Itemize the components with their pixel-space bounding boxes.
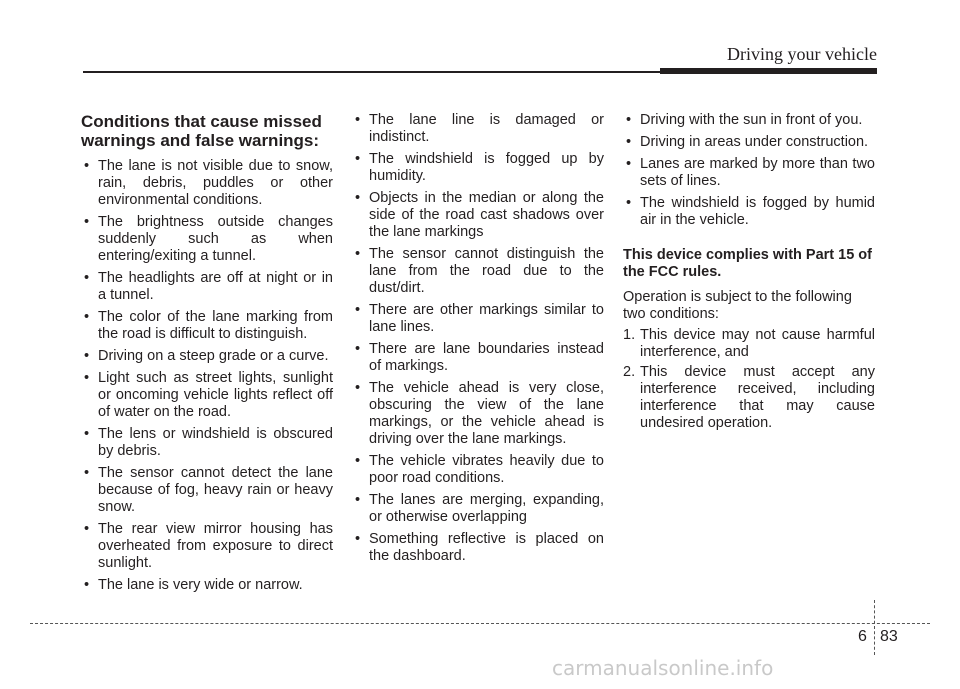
conditions-list-1 bbox=[81, 158, 333, 594]
list-item: • The windshield is fogged up by humidity. bbox=[352, 151, 604, 185]
chapter-number: 6 bbox=[858, 628, 867, 645]
list-item: • Driving in areas under construction. bbox=[623, 134, 875, 151]
section-heading bbox=[81, 112, 333, 150]
list-item: • The vehicle ahead is very close, obscuring the view of the lane markings, or the vehicle ahead is driving over the lane markings. bbox=[352, 380, 604, 448]
list-item: • The headlights are off at night or in a tunnel. bbox=[81, 270, 333, 304]
numbered-item bbox=[623, 364, 875, 432]
list-item: • Lanes are marked by more than two sets of lines. bbox=[623, 156, 875, 190]
watermark-text: carmanualsonline.info bbox=[552, 656, 774, 680]
list-item: • Driving on a steep grade or a curve. bbox=[81, 348, 333, 365]
list-item: • Something reflective is placed on the dashboard. bbox=[352, 531, 604, 565]
list-item: • The rear view mirror housing has overheated from exposure to direct sunlight. bbox=[81, 521, 333, 572]
conditions-list-2 bbox=[352, 112, 604, 565]
list-item: • Objects in the median or along the side of the road cast shadows over the lane markings bbox=[352, 190, 604, 241]
list-item: • There are other markings similar to lane lines. bbox=[352, 302, 604, 336]
fcc-intro: Operation is subject to the following two conditions: bbox=[623, 289, 852, 322]
column-2 bbox=[352, 112, 604, 570]
fcc-heading: This device complies with Part 15 of the FCC rules. bbox=[623, 247, 872, 280]
footer-dashed-divider bbox=[874, 600, 875, 655]
page-header-title: Driving your vehicle bbox=[727, 44, 877, 64]
conditions-list-3 bbox=[623, 112, 875, 229]
list-item: • The lanes are merging, expanding, or otherwise overlapping bbox=[352, 492, 604, 526]
list-item: • The lane is not visible due to snow, rain, debris, puddles or other environmental conditions. bbox=[81, 158, 333, 209]
list-item: • The color of the lane marking from the road is difficult to distinguish. bbox=[81, 309, 333, 343]
column-1 bbox=[81, 112, 333, 599]
item-number: 1. bbox=[623, 327, 636, 343]
page-number: 83 bbox=[880, 628, 898, 645]
item-text: This device must accept any interference received, including interference that may cause undesired operation. bbox=[640, 364, 875, 431]
header-rule-thin bbox=[83, 71, 663, 73]
numbered-item bbox=[623, 327, 875, 361]
list-item: • The lane is very wide or narrow. bbox=[81, 577, 333, 594]
list-item: • Driving with the sun in front of you. bbox=[623, 112, 875, 129]
list-item: • The lens or windshield is obscured by debris. bbox=[81, 426, 333, 460]
list-item: • The brightness outside changes suddenly such as when entering/exiting a tunnel. bbox=[81, 214, 333, 265]
footer-dashed-rule bbox=[30, 623, 930, 624]
list-item: • The vehicle vibrates heavily due to poor road conditions. bbox=[352, 453, 604, 487]
list-item: • Light such as street lights, sunlight or oncoming vehicle lights reflect off of water on the road. bbox=[81, 370, 333, 421]
item-text: This device may not cause harmful interference, and bbox=[640, 327, 875, 360]
section-heading-line-2: warnings and false warnings: bbox=[81, 131, 320, 150]
fcc-conditions-list bbox=[623, 327, 875, 432]
list-item: • The sensor cannot detect the lane because of fog, heavy rain or heavy snow. bbox=[81, 465, 333, 516]
list-item: • There are lane boundaries instead of markings. bbox=[352, 341, 604, 375]
item-number: 2. bbox=[623, 364, 636, 380]
column-3 bbox=[623, 112, 875, 435]
list-item: • The windshield is fogged by humid air in the vehicle. bbox=[623, 195, 875, 229]
list-item: • The sensor cannot distinguish the lane from the road due to the dust/dirt. bbox=[352, 246, 604, 297]
section-heading-line-1: Conditions that cause missed bbox=[81, 112, 322, 131]
list-item: • The lane line is damaged or indistinct. bbox=[352, 112, 604, 146]
header-rule-thick bbox=[660, 68, 877, 74]
